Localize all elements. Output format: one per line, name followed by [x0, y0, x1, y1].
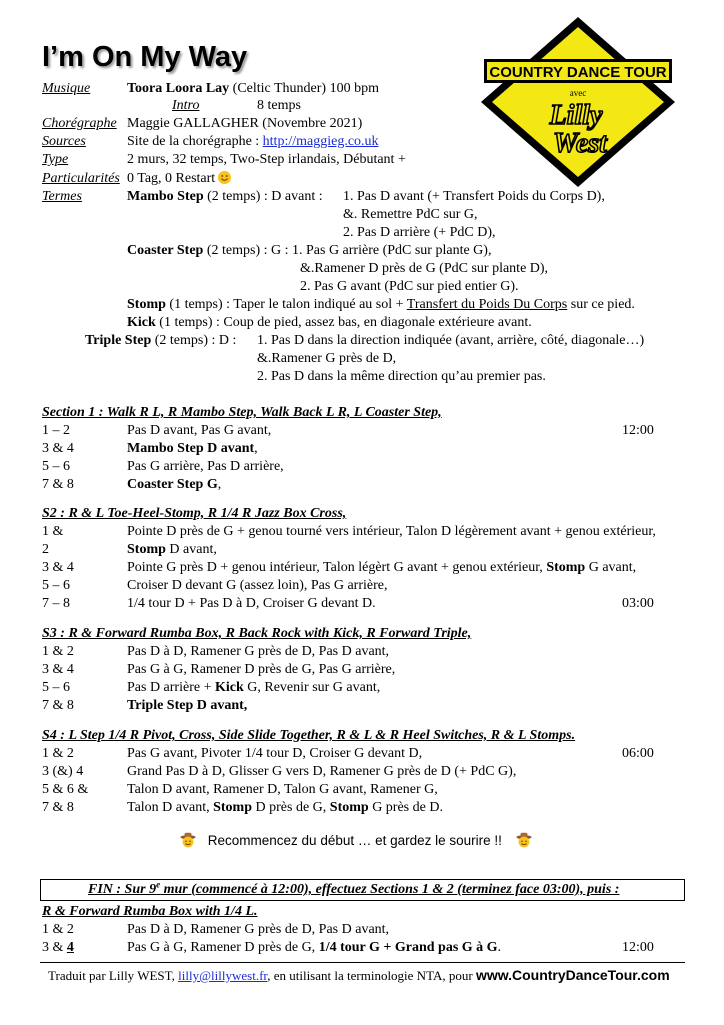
s2-count-2: 2	[42, 542, 49, 557]
footer-divider	[40, 962, 685, 963]
fin-wall-2: 12:00	[622, 940, 654, 955]
logo-name-2: West	[553, 128, 607, 159]
s1-count-2: 3 & 4	[42, 441, 74, 456]
s2-count-3: 3 & 4	[42, 560, 74, 575]
s3-count-3: 5 – 6	[42, 680, 70, 695]
s1-wall-1: 12:00	[622, 423, 654, 438]
type-label: Type	[42, 152, 69, 167]
cowboy-emoji-icon	[180, 832, 196, 848]
s3-step-4: Triple Step D avant,	[127, 698, 248, 713]
triple-def: Triple Step (2 temps) : D :	[85, 333, 237, 348]
s3-count-1: 1 & 2	[42, 644, 74, 659]
sources-label: Sources	[42, 134, 86, 149]
particularites-value: 0 Tag, 0 Restart	[127, 170, 231, 187]
s1-count-3: 5 – 6	[42, 459, 70, 474]
section-4-title: S4 : L Step 1/4 R Pivot, Cross, Side Slide Together, R & L & R Heel Switches, R & L Stomps.	[42, 728, 576, 743]
s2-step-1: Pointe D près de G + genou tourné vers intérieur, Talon D légèrement avant + genou extérieur,	[127, 524, 656, 539]
s2-count-1: 1 &	[42, 524, 64, 539]
fin-count-1: 1 & 2	[42, 922, 74, 937]
mambo-def: Mambo Step (2 temps) : D avant :	[127, 189, 323, 204]
s2-count-4: 5 – 6	[42, 578, 70, 593]
sources-link[interactable]: http://maggieg.co.uk	[262, 134, 379, 149]
s4-step-1: Pas G avant, Pivoter 1/4 tour D, Croiser G devant D,	[127, 746, 423, 761]
s4-step-3: Talon D avant, Ramener D, Talon G avant, Ramener G,	[127, 782, 438, 797]
mambo-step-2: &. Remettre PdC sur G,	[343, 207, 478, 222]
section-1-title: Section 1 : Walk R L, R Mambo Step, Walk Back L R, L Coaster Step,	[42, 405, 442, 420]
termes-label: Termes	[42, 189, 82, 204]
choreographe-value: Maggie GALLAGHER (Novembre 2021)	[127, 116, 363, 131]
stomp-def: Stomp (1 temps) : Taper le talon indiqué au sol + Transfert du Poids Du Corps sur ce pied.	[127, 297, 635, 312]
particularites-label: Particularités	[42, 171, 120, 186]
triple-step-3: 2. Pas D dans la même direction qu’au premier pas.	[257, 369, 546, 384]
triple-step-1: 1. Pas D dans la direction indiquée (avant, arrière, côté, diagonale…)	[257, 333, 645, 348]
coaster-def: Coaster Step (2 temps) : G : 1. Pas G arrière (PdC sur plante G),	[127, 243, 492, 258]
sources-value: Site de la chorégraphe : http://maggieg.co.uk	[127, 134, 379, 149]
logo-text: COUNTRY DANCE TOUR	[489, 64, 667, 81]
logo-name-1: Lilly	[549, 100, 603, 131]
logo-avec: avec	[569, 88, 587, 98]
mambo-step-1: 1. Pas D avant (+ Transfert Poids du Corps D),	[343, 189, 605, 204]
s4-wall-1: 06:00	[622, 746, 654, 761]
intro-label: Intro	[172, 98, 200, 113]
s2-step-2: Stomp D avant,	[127, 542, 217, 557]
s4-step-2: Grand Pas D à D, Glisser G vers D, Ramener G près de D (+ PdC G),	[127, 764, 517, 779]
intro-value: 8 temps	[257, 98, 301, 113]
cowboy-emoji-icon	[516, 832, 532, 848]
s4-count-4: 7 & 8	[42, 800, 74, 815]
musique-value: Toora Loora Lay (Celtic Thunder) 100 bpm	[127, 81, 379, 96]
s1-step-4: Coaster Step G,	[127, 477, 222, 492]
choreographe-label: Chorégraphe	[42, 116, 117, 131]
s3-step-1: Pas D à D, Ramener G près de D, Pas D avant,	[127, 644, 390, 659]
section-3-title: S3 : R & Forward Rumba Box, R Back Rock with Kick, R Forward Triple,	[42, 626, 472, 641]
footer-site-link[interactable]: www.CountryDanceTour.com	[475, 967, 670, 983]
fin-title: FIN : Sur 9e mur (commencé à 12:00), effectuez Sections 1 & 2 (terminez face 03:00), puis :	[88, 879, 620, 897]
s2-step-5: 1/4 tour D + Pas D à D, Croiser G devant D.	[127, 596, 376, 611]
s3-step-3: Pas D arrière + Kick G, Revenir sur G avant,	[127, 680, 381, 695]
triple-step-2: &.Ramener G près de D,	[257, 351, 397, 366]
mambo-step-3: 2. Pas D arrière (+ PdC D),	[343, 225, 496, 240]
footer: Traduit par Lilly WEST, lilly@lillywest.fr, en utilisant la terminologie NTA, pour www.CountryDanceTour.com	[48, 967, 670, 983]
page-title: I’m On My Way	[42, 41, 248, 73]
s1-count-1: 1 – 2	[42, 423, 70, 438]
smiley-icon	[218, 171, 231, 184]
s2-step-4: Croiser D devant G (assez loin), Pas G arrière,	[127, 578, 388, 593]
s3-count-4: 7 & 8	[42, 698, 74, 713]
s4-count-3: 5 & 6 &	[42, 782, 89, 797]
s1-step-2: Mambo Step D avant,	[127, 441, 258, 456]
s3-count-2: 3 & 4	[42, 662, 74, 677]
s1-step-3: Pas G arrière, Pas D arrière,	[127, 459, 284, 474]
fin-step-2: Pas G à G, Ramener D près de G, 1/4 tour G + Grand pas G à G.	[127, 940, 502, 955]
fin-count-2: 3 & 4	[42, 940, 74, 955]
section-2-title: S2 : R & L Toe-Heel-Stomp, R 1/4 R Jazz Box Cross,	[42, 506, 347, 521]
fin-step-1: Pas D à D, Ramener G près de D, Pas D avant,	[127, 922, 390, 937]
s1-step-1: Pas D avant, Pas G avant,	[127, 423, 272, 438]
fin-subtitle: R & Forward Rumba Box with 1/4 L.	[42, 904, 258, 919]
restart-line: Recommencez du début … et gardez le sourire !!	[180, 832, 532, 849]
country-dance-tour-logo	[478, 14, 678, 190]
s1-count-4: 7 & 8	[42, 477, 74, 492]
kick-def: Kick (1 temps) : Coup de pied, assez bas, en diagonale extérieure avant.	[127, 315, 532, 330]
s4-count-1: 1 & 2	[42, 746, 74, 761]
footer-email-link[interactable]: lilly@lillywest.fr	[178, 968, 268, 983]
s2-step-3: Pointe G près D + genou intérieur, Talon légèrt G avant + genou extérieur, Stomp G avant,	[127, 560, 637, 575]
s4-step-4: Talon D avant, Stomp D près de G, Stomp G près de D.	[127, 800, 443, 815]
coaster-step-3: 2. Pas G avant (PdC sur pied entier G).	[300, 279, 519, 294]
coaster-step-2: &.Ramener D près de G (PdC sur plante D),	[300, 261, 549, 276]
type-value: 2 murs, 32 temps, Two-Step irlandais, Débutant +	[127, 152, 406, 167]
s3-step-2: Pas G à G, Ramener D près de G, Pas G arrière,	[127, 662, 396, 677]
musique-label: Musique	[42, 81, 91, 96]
s4-count-2: 3 (&) 4	[42, 764, 84, 779]
s2-wall-5: 03:00	[622, 596, 654, 611]
s2-count-5: 7 – 8	[42, 596, 70, 611]
